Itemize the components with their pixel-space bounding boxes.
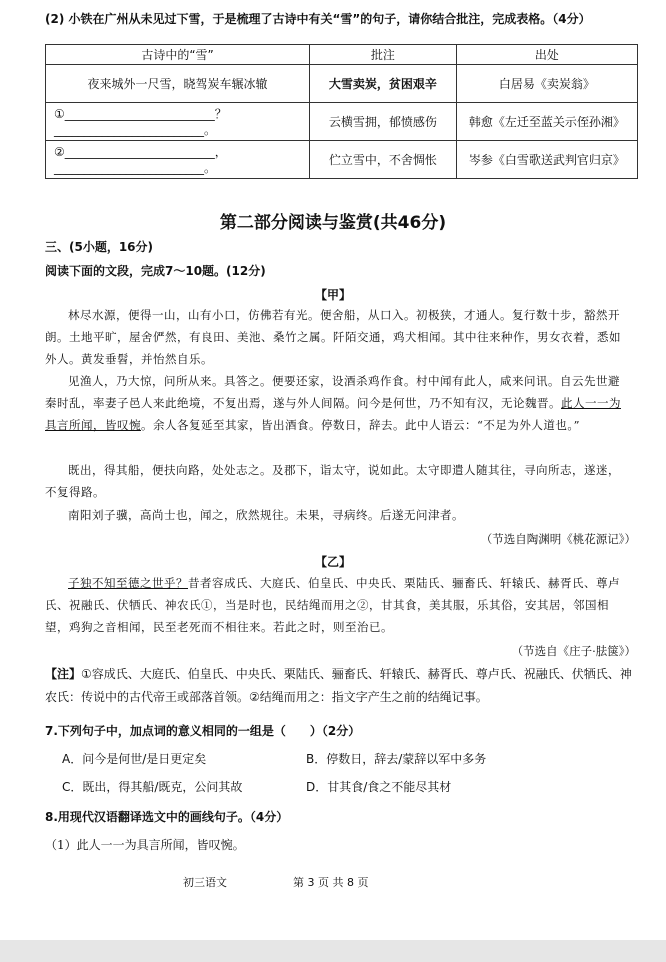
question-8-1: （1）此人一一为具言所闻，皆叹惋。 (45, 838, 245, 852)
q7-option-c[interactable]: C．既出，得其船/既克，公问其故 (62, 780, 243, 794)
yi-label: 【乙】 (314, 555, 351, 569)
blank-line-1[interactable]: ②_________________________， (54, 144, 227, 159)
part2-title: 第二部分阅读与鉴赏(共46分) (219, 213, 447, 233)
answer-blank-cell[interactable] (46, 103, 310, 141)
question-2: (2) 小铁在广州从未见过下雪，于是梳理了古诗中有关“雪”的句子，请你结合批注，完成表格。（4分） (45, 12, 591, 26)
q7-option-a[interactable]: A．问今是何世/是日更定矣 (62, 752, 207, 766)
jia-paragraph-2 (45, 370, 627, 436)
yi-source: （节选自《庄子·胠箧》） (511, 644, 636, 658)
jia-source: （节选自陶渊明《桃花源记》） (480, 532, 636, 546)
source-cell: 韩愈《左迁至蓝关示侄孙湘》 (456, 103, 637, 141)
underlined-sentence: 子独不知至德之世乎？ (68, 576, 188, 590)
table-row (46, 65, 638, 103)
question-8: 8.用现代汉语翻译选文中的画线句子。（4分） (45, 810, 289, 824)
note-cell: 伫立雪中，不舍惆怅 (310, 141, 457, 179)
q7-option-b[interactable]: B．停数日，辞去/蒙辞以军中多务 (306, 752, 487, 766)
jia-paragraph-3: 既出，得其船，便扶向路，处处志之。及郡下，诣太守，说如此。太守即遣人随其往，寻向所志，遂迷，不复得路。 (45, 463, 620, 499)
note-text: ①容成氏、大庭氏、伯皇氏、中央氏、栗陆氏、骊畜氏、轩辕氏、赫胥氏、尊卢氏、祝融氏、伏牺氏、神农氏：传说中的古代帝王或部落首领。②结绳而用之：指文字产生之前的结绳记事。 (45, 667, 632, 704)
note-cell: 大雪卖炭，贫困艰辛 (310, 65, 457, 103)
q7-option-d[interactable]: D．甘其食/食之不能尽其材 (306, 780, 452, 794)
yi-paragraph (45, 572, 627, 638)
note-label: 【注】 (45, 667, 82, 681)
jia-label: 【甲】 (314, 288, 351, 302)
viewer-bottom-bar (0, 940, 666, 962)
answer-blank-cell[interactable] (46, 141, 310, 179)
table-row (46, 103, 638, 141)
footer-subject: 初三语文 (183, 876, 227, 889)
poem-cell: 夜来城外一尺雪，晓驾炭车辗冰辙 (46, 65, 310, 103)
yi-text: 昔者容成氏、大庭氏、伯皇氏、中央氏、栗陆氏、骊畜氏、轩辕氏、赫胥氏、尊卢氏、祝融氏、伏牺氏、神农氏①，当是时也，民结绳而用之②，甘其食，美其服，乐其俗，安其居，邻国相望，鸡狗之音相闻，民至老死而不相往来。若此之时，则至治已。 (45, 576, 620, 634)
header-note: 批注 (310, 45, 457, 65)
question-7: 7.下列句子中，加点词的意义相同的一组是（ ）（2分） (45, 724, 361, 738)
snow-poem-table (45, 44, 638, 179)
header-poem: 古诗中的“雪” (46, 45, 310, 65)
underlined-sentence: 此人一一为具言所闻，皆叹惋 (45, 396, 621, 432)
blank-line-2[interactable]: _________________________。 (54, 160, 217, 175)
header-source: 出处 (456, 45, 637, 65)
reading-instruction: 阅读下面的文段，完成7～10题。(12分) (45, 264, 266, 278)
annotation (45, 663, 635, 709)
table-header-row (46, 45, 638, 65)
footer-page-number: 第 3 页 共 8 页 (293, 876, 369, 889)
blank-line-2[interactable]: _________________________。 (54, 122, 217, 137)
jia-p2-text-a: 见渔人，乃大惊，问所从来。具答之。便要还家，设酒杀鸡作食。村中闻有此人，咸来问讯。自云先世避秦时乱，率妻子邑人来此绝境，不复出焉，遂与外人间隔。问今是何世，乃不知有汉，无论魏晋。 (45, 374, 620, 410)
note-cell: 云横雪拥，郁愤感伤 (310, 103, 457, 141)
jia-p2-text-b: 。余人各复延至其家，皆出酒食。停数日，辞去。此中人语云：“不足为外人道也。” (141, 418, 581, 432)
section-3-heading: 三、(5小题，16分) (45, 240, 154, 254)
source-cell: 白居易《卖炭翁》 (456, 65, 637, 103)
table-row (46, 141, 638, 179)
jia-paragraph-4: 南阳刘子骥，高尚士也，闻之，欣然规往。未果，寻病终。后遂无问津者。 (68, 508, 464, 522)
source-cell: 岑参《白雪歌送武判官归京》 (456, 141, 637, 179)
blank-line-1[interactable]: ①_________________________？ (54, 106, 227, 121)
jia-paragraph-1: 林尽水源，便得一山，山有小口，仿佛若有光。便舍船，从口入。初极狭，才通人。复行数十步，豁然开朗。土地平旷，屋舍俨然，有良田、美池、桑竹之属。阡陌交通，鸡犬相闻。其中往来种作，男女衣着，悉如外人。黄发垂髫，并怡然自乐。 (45, 308, 621, 366)
